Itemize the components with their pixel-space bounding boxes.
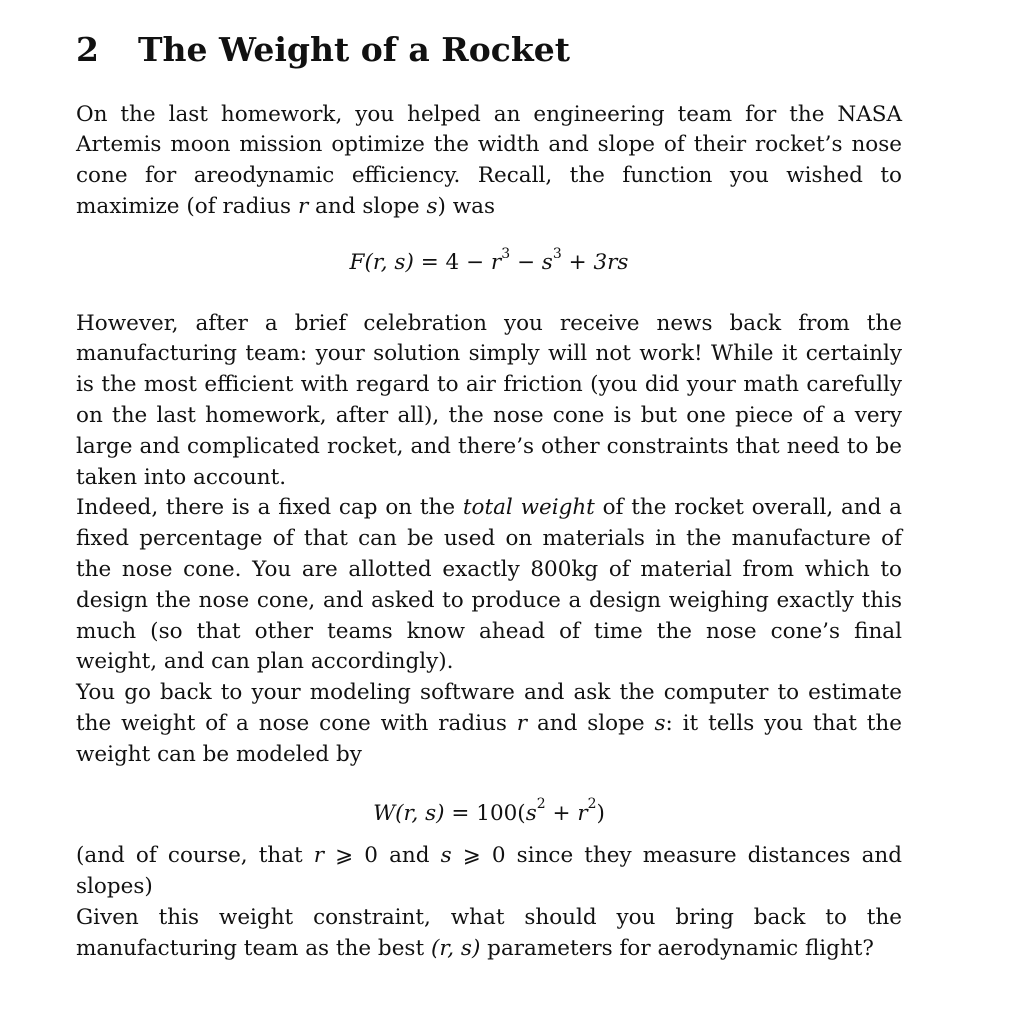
math-variable-r: r — [516, 710, 528, 736]
equation-exponent: 3 — [501, 245, 511, 262]
paragraph-modeling — [76, 678, 902, 770]
math-variable-r: r — [313, 843, 325, 869]
equation-exponent: 2 — [536, 796, 546, 813]
equation-variable: r — [490, 249, 502, 275]
document-page — [76, 30, 902, 965]
section-number: 2 — [76, 30, 99, 69]
paragraph-text: and slope — [308, 193, 427, 219]
section-heading — [76, 30, 902, 70]
paragraph-text: : it tells you that the weight can be modeled by — [76, 710, 902, 767]
equation-exponent: 3 — [552, 245, 562, 262]
math-variable-r: r — [297, 193, 309, 219]
section-title: The Weight of a Rocket — [138, 30, 570, 69]
equation-text: ) — [596, 800, 605, 826]
paragraph-text: ⩾ 0 and — [324, 843, 441, 869]
equation-text: + 3rs — [561, 249, 629, 275]
equation-variable: r — [577, 800, 588, 826]
equation-function-name: W — [373, 800, 396, 826]
paragraph-question — [76, 903, 902, 965]
math-variable-s: s — [426, 193, 438, 219]
equation-function-name: F — [349, 249, 365, 275]
equation-text: + — [545, 800, 578, 826]
equation-variable: s — [525, 800, 537, 826]
paragraph-manufacturing-news: However, after a brief celebration you receive news back from the manufacturing team: your solution simply will not work! While it certainly is the most efficient with regard to air friction (you did your math carefully on the last homework, after all), the nose cone is but one piece of a very large and complicated rocket, and there’s other constraints that need to be taken into account. — [76, 310, 902, 490]
equation-text: − — [510, 249, 542, 275]
math-variable-s: s — [654, 710, 666, 736]
paragraph-text: Indeed, there is a fixed cap on the — [76, 495, 463, 521]
paragraph-text: On the last homework, you helped an engineering team for the NASA Artemis moon mission optimize the width and slope of their rocket’s nose cone for areodynamic efficiency. Recall, the function you wished to maximize (of radius — [76, 101, 902, 219]
paragraph-text: of the rocket overall, and a fixed percentage of that can be used on materials in the manufacture of the nose cone. You are allotted exactly 800kg of material from which to design the nose cone, and asked to produce a design weighing exactly this much (so that other teams know ahead of time the nose cone’s final weight, and can plan accordingly). — [76, 495, 902, 675]
math-pair-r-s: (r, s) — [430, 935, 481, 961]
emphasis-total-weight: total weight — [462, 495, 595, 521]
equation-weight-function — [76, 796, 902, 830]
paragraph-constraints — [76, 841, 902, 903]
equation-text: = 100( — [444, 800, 526, 826]
paragraph-weight-cap — [76, 493, 902, 678]
paragraph-text: ⩾ 0 since they measure distances and slopes) — [76, 843, 902, 900]
equation-exponent: 2 — [587, 796, 597, 813]
paragraph-text: and slope — [527, 710, 655, 736]
paragraph-text: (and of course, that — [76, 843, 314, 869]
paragraph-text: Given this weight constraint, what should you bring back to the manufacturing team as the best — [76, 904, 902, 961]
paragraph-text: ) was — [437, 193, 496, 219]
paragraph-text: You go back to your modeling software and ask the computer to estimate the weight of a nose cone with radius — [76, 680, 902, 736]
equation-arguments: (r, s) — [364, 249, 414, 275]
equation-text: = 4 − — [413, 249, 491, 275]
equation-aerodynamic-function — [76, 245, 902, 279]
equation-arguments: (r, s) — [395, 800, 445, 826]
paragraph-text: parameters for aerodynamic flight? — [480, 935, 874, 961]
equation-variable: s — [541, 249, 553, 275]
paragraph-intro — [76, 100, 902, 223]
math-variable-s: s — [440, 843, 452, 869]
